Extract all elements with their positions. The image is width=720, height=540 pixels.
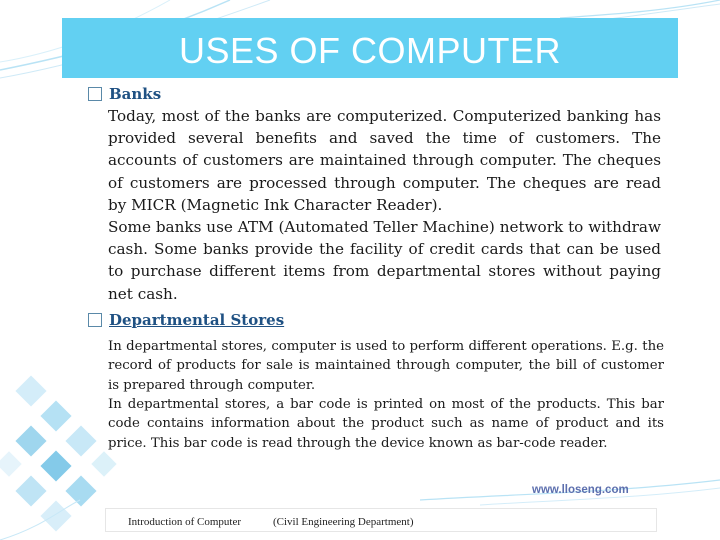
section-heading-banks — [88, 83, 668, 105]
section-heading-stores — [88, 309, 668, 331]
heading-banks: Banks — [109, 85, 162, 103]
footer-left-text: Introduction of Computer — [128, 516, 242, 528]
square-bullet-icon — [88, 313, 102, 327]
footer-right-text: (Civil Engineering Department) — [273, 516, 414, 528]
stores-paragraph-2: In departmental stores, a bar code is printed on most of the products. This bar code contains information about the product such as name of product and its price. This bar code is read through the device known as bar-code reader. — [108, 397, 664, 451]
slide-title: USES OF COMPUTER — [178, 30, 562, 71]
stores-paragraph-1: In departmental stores, computer is used to perform different operations. E.g. the record of products for sale is maintained through computer, the bill of customer is prepared through computer. — [108, 338, 664, 393]
banks-paragraph-1: Today, most of the banks are computerized. Computerized banking has provided several benefits and saved the time of customers. The accounts of customers are maintained through computer. The cheques of customers are processed through computer. The cheques are read by MICR (Magnetic Ink Character Reader). — [108, 107, 661, 214]
heading-departmental-stores: Departmental Stores — [109, 310, 285, 329]
website-watermark: www.lloseng.com — [532, 484, 629, 496]
square-bullet-icon — [88, 87, 102, 101]
title-banner — [62, 18, 678, 78]
slide-content — [88, 83, 668, 453]
banks-paragraph-2: Some banks use ATM (Automated Teller Machine) network to withdraw cash. Some banks provide the facility of credit cards that can be used to purchase different items from departmental stores without paying net cash. — [108, 218, 661, 303]
